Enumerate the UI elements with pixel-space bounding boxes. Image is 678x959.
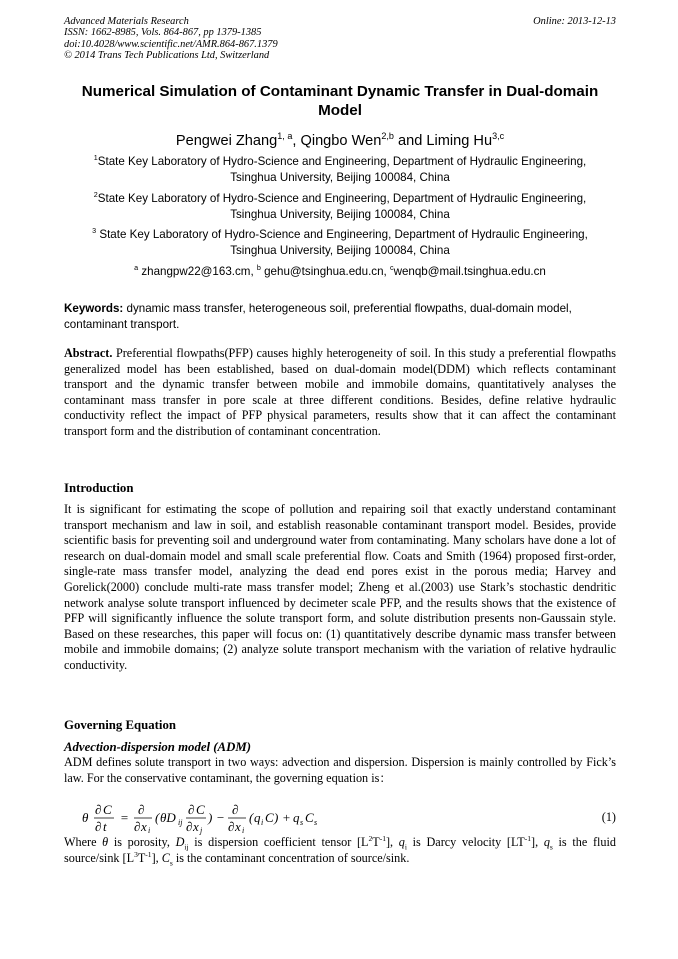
affiliation — [64, 154, 616, 186]
superscript: -1 — [145, 849, 152, 859]
svg-text:s: s — [314, 818, 318, 827]
symbol: q — [398, 835, 405, 849]
svg-text:−: − — [216, 810, 225, 825]
keywords — [64, 301, 616, 332]
author-sep: and — [393, 133, 427, 149]
equation-number: (1) — [601, 810, 616, 824]
svg-text:(: ( — [155, 810, 160, 825]
svg-text:∂: ∂ — [228, 819, 235, 834]
issn-line: ISSN: 1662-8985, Vols. 864-867, pp 1379-1385 — [64, 27, 262, 39]
text-run: ], — [385, 835, 399, 849]
author-sup: 2,b — [381, 131, 394, 142]
affiliation-sup: 2 — [93, 190, 98, 200]
svg-text:∂: ∂ — [138, 802, 145, 817]
svg-text:j: j — [200, 826, 203, 835]
svg-text:x: x — [193, 819, 199, 834]
author-sep: , — [292, 133, 301, 149]
affiliation-line: Tsinghua University, Beijing 100084, China — [230, 208, 450, 221]
svg-text:+: + — [282, 810, 291, 825]
text-run: is Darcy velocity [LT — [406, 835, 525, 849]
affiliation-line: Tsinghua University, Beijing 100084, China — [230, 171, 450, 184]
author-name: Pengwei Zhang — [175, 133, 278, 149]
symbol: θ — [102, 835, 109, 849]
svg-text:i: i — [148, 826, 151, 835]
affiliation — [64, 227, 616, 259]
journal-header — [64, 16, 616, 62]
symbol: q — [543, 835, 550, 849]
subsection-heading: Advection-dispersion model (ADM) — [64, 740, 251, 754]
affiliation-sup: 1 — [93, 153, 98, 163]
affiliation-line: State Key Laboratory of Hydro-Science and Engineering, Department of Hydraulic Engineering, — [96, 228, 588, 241]
author-sup: 3,c — [492, 131, 505, 142]
svg-text:θ: θ — [82, 810, 89, 825]
text-run: ], — [531, 835, 544, 849]
subscript: s — [549, 842, 553, 852]
affiliation-line: State Key Laboratory of Hydro-Science and Engineering, Department of Hydraulic Engineering, — [97, 155, 587, 168]
email-link[interactable]: gehu@tsinghua.edu.cn, — [260, 265, 390, 278]
svg-text:q: q — [254, 810, 261, 825]
text-run: is the contaminant concentration of source/sink. — [172, 850, 410, 865]
affiliation — [64, 191, 616, 223]
author-name: Liming Hu — [426, 133, 493, 149]
superscript: 3 — [134, 849, 138, 859]
email-link[interactable]: wenqb@mail.tsinghua.edu.cn — [393, 265, 546, 278]
svg-text:ij: ij — [178, 818, 183, 827]
subscript: i — [404, 842, 407, 852]
subscript: s — [169, 858, 173, 868]
svg-text:∂: ∂ — [95, 819, 102, 834]
superscript: 2 — [368, 833, 373, 843]
author-name: Qingbo Wen — [300, 133, 382, 149]
svg-text:=: = — [120, 810, 129, 825]
online-date: Online: 2013-12-13 — [533, 16, 616, 27]
governing-paragraph: ADM defines solute transport in two ways: advection and dispersion. Dispersion is mainly controlled by Fick’s law. For the conservative contaminant, the governing equation is： — [64, 755, 616, 785]
affiliation-line: State Key Laboratory of Hydro-Science and Engineering, Department of Hydraulic Engineering, — [97, 192, 587, 205]
equation-1 — [64, 801, 616, 835]
abstract-label: Abstract. — [64, 346, 113, 360]
paper-title: Numerical Simulation of Contaminant Dynamic Transfer in Dual-domain Model — [81, 83, 599, 119]
svg-text:C: C — [305, 810, 314, 825]
keywords-text: dynamic mass transfer, heterogeneous soil, preferential flowpaths, dual-domain model, contaminant transport. — [64, 302, 572, 331]
text-run: T — [137, 850, 146, 865]
doi-line: doi:10.4028/www.scientific.net/AMR.864-867.1379 — [64, 38, 278, 50]
text-run: is the fluid source/sink [L — [64, 835, 616, 865]
svg-text:∂: ∂ — [186, 819, 193, 834]
svg-text:∂: ∂ — [188, 802, 195, 817]
author-sup: 1, a — [277, 131, 293, 142]
section-heading: Introduction — [64, 481, 134, 495]
abstract — [64, 346, 616, 440]
author-list — [64, 132, 616, 150]
journal-name: Advanced Materials Research — [64, 16, 189, 27]
svg-text:): ) — [208, 810, 213, 825]
text-run: is porosity, — [108, 835, 176, 849]
svg-text:x: x — [141, 819, 147, 834]
svg-text:t: t — [103, 819, 107, 834]
affiliation-line: Tsinghua University, Beijing 100084, China — [230, 244, 450, 257]
svg-text:q: q — [293, 810, 300, 825]
email-sup: c — [389, 263, 394, 273]
svg-text:C: C — [265, 810, 274, 825]
abstract-text: Preferential flowpaths(PFP) causes highly heterogeneity of soil. In this study a preferential flowpaths generalized model has been established, based on dual-domain model(DDM) which reflects contaminant transport and the dynamic transfer between mobile and immobile domains, quantitatively analyses the contaminant mass transfer in pore scale at three different conditions. Besides, define relative hydraulic conductivity reflect the impact of PFP physical parameters, results show that it can affect the contaminant transport form and the distribution of contaminant concentration. — [64, 346, 616, 438]
svg-text:∂: ∂ — [134, 819, 141, 834]
svg-text:C: C — [196, 802, 205, 817]
svg-text:θD: θD — [160, 810, 176, 825]
introduction-paragraph: It is significant for estimating the scope of pollution and repairing soil that exactly understand contaminant transport mechanism and law in soil, and establish reasonable contaminant transport model. Besides, provide scientific basis for preventing soil and underground water from contaminating. Many scholars have done a lot of research on dual-domain model and small scale preferential flow. Coats and Smith (1964) proposed first-order, single-rate mass transfer model, analyzing the dead end pores exist in the porous media; Harvey and Gorelick(2000) conclude multi-rate mass transfer model; Zheng et al.(2003) use Stark’s stochastic dendritic network analyse solute transport influenced by decimeter scale PFP, and the results shows that the existence of PFP will significantly influence the solute transport form, and solute distribution presents non-Gaussain style. Based on these researches, this paper will focus on: (1) quantitatively describe dynamic mass transfer between mobile and immobile domains; (2) analyze solute transport mechanism with the variation of relative hydraulic conductivity. — [64, 502, 616, 672]
superscript: -1 — [524, 833, 532, 843]
svg-text:): ) — [274, 810, 279, 825]
copyright-line: © 2014 Trans Tech Publications Ltd, Switzerland — [64, 50, 270, 62]
variable-definitions — [64, 835, 616, 866]
text-run: Where — [64, 835, 103, 849]
svg-text:s: s — [300, 818, 304, 827]
affiliation-sup: 3 — [92, 226, 97, 236]
section-heading: Governing Equation — [64, 718, 176, 732]
subscript: ij — [184, 842, 189, 852]
svg-text:∂: ∂ — [232, 802, 239, 817]
email-link[interactable]: zhangpw22@163.cm, — [138, 265, 257, 278]
symbol: C — [161, 850, 170, 865]
email-list — [64, 264, 616, 280]
equation-graphic — [80, 801, 420, 835]
symbol: D — [175, 835, 185, 849]
svg-text:∂: ∂ — [95, 802, 102, 817]
email-sup: a — [134, 263, 139, 273]
svg-text:x: x — [235, 819, 241, 834]
svg-text:C: C — [103, 802, 112, 817]
superscript: -1 — [379, 833, 386, 843]
svg-text:i: i — [261, 818, 264, 827]
svg-text:(: ( — [249, 810, 254, 825]
text-run: is dispersion coefficient tensor [L — [188, 835, 369, 849]
email-sup: b — [256, 263, 261, 273]
text-run: ], — [151, 850, 162, 865]
text-run: T — [372, 835, 380, 849]
svg-text:i: i — [242, 826, 245, 835]
keywords-label: Keywords: — [64, 302, 124, 315]
